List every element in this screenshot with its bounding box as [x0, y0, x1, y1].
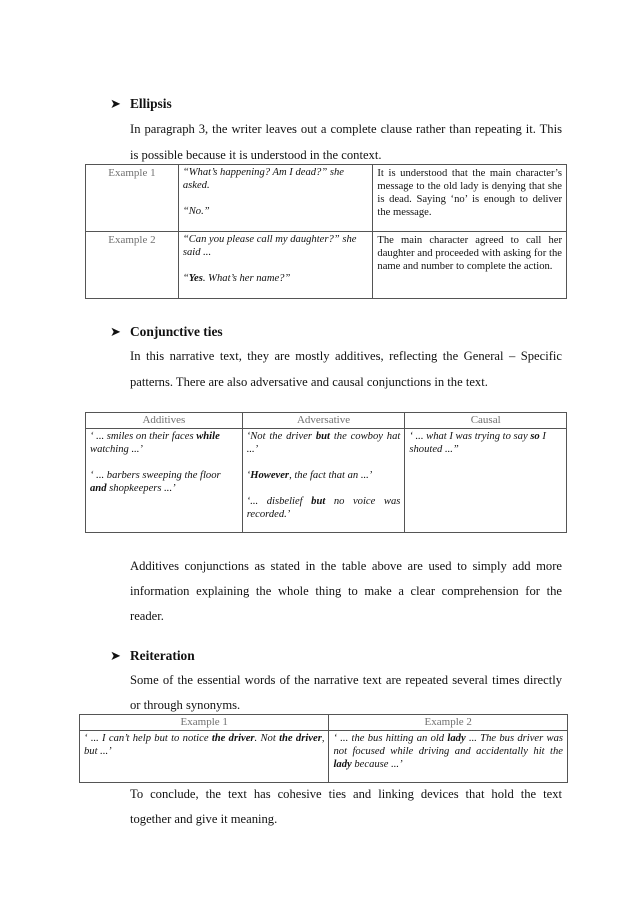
bold-keyword: the driver [279, 733, 322, 744]
bold-keyword: and [90, 483, 107, 494]
quote-text: ‘... disbelief [246, 496, 312, 507]
additives-paragraph-line1: Additives conjunctions as stated in the table above are used to simply add more [130, 559, 562, 573]
quote-text: , but ...’ [84, 733, 325, 757]
quote-text: I shouted ...” [409, 431, 546, 455]
bullet-arrow-icon: ➤ [110, 648, 121, 663]
reiteration-example-2 [329, 731, 568, 783]
additives-cell [86, 429, 243, 533]
bullet-arrow-icon: ➤ [110, 324, 121, 339]
additives-paragraph-line3: reader. [130, 609, 164, 623]
ellipsis-table [85, 164, 567, 299]
example-remark: It is understood that the main character’s message to the old lady is denying that she is dead. Saying ‘no’ is enough to deliver the message. [373, 165, 567, 232]
column-header: Example 2 [329, 715, 568, 731]
section-heading-conjunctive: Conjunctive ties [130, 324, 223, 339]
example-remark: The main character agreed to call her daughter and proceeded with asking for the name and number to complete the action. [373, 232, 567, 299]
adversative-cell [242, 429, 405, 533]
conclusion-paragraph-line2: together and give it meaning. [130, 812, 278, 826]
quote-text: ‘ ... I can’t help but to notice [84, 733, 212, 744]
bold-keyword: lady [447, 733, 466, 744]
quote-text: . Not [254, 733, 280, 744]
reiteration-table [79, 714, 568, 783]
quote-text: watching ...’ [90, 444, 143, 455]
quote-text: ‘Not the driver [246, 431, 316, 442]
column-header: Additives [86, 413, 243, 429]
reiteration-paragraph-line1: Some of the essential words of the narrative text are repeated several times directly [130, 673, 562, 687]
quote-text: ‘ ... what I was trying to say [409, 431, 531, 442]
bullet-arrow-icon: ➤ [110, 96, 121, 111]
table-row [86, 232, 567, 299]
table-row [86, 429, 567, 533]
bold-keyword: However [250, 470, 290, 481]
section-heading-ellipsis: Ellipsis [130, 96, 172, 111]
conjunctions-table [85, 412, 567, 533]
reiteration-example-1 [80, 731, 329, 783]
quote-text: . What’s her name?” [202, 273, 291, 284]
quote-text: the cowboy hat ...’ [246, 431, 401, 455]
table-row [80, 731, 568, 783]
reiteration-paragraph-line2: or through synonyms. [130, 698, 241, 712]
quote-text: ‘ ... the bus hitting an old [333, 733, 448, 744]
bold-keyword: Yes [188, 273, 203, 284]
quote-text: “Can you please call my daughter?” she said ... [182, 234, 357, 258]
quote-text: ... The bus driver was not focused while driving and accidentally hit the [333, 733, 564, 757]
quote-text: ‘ [246, 470, 251, 481]
additives-paragraph-line2: information explaining the whole thing to make a clear comprehension for the [130, 584, 562, 598]
column-header: Example 1 [80, 715, 329, 731]
quote-text: because ...’ [351, 759, 403, 770]
quote-text: “No.” [182, 206, 210, 217]
ellipsis-paragraph-line1: In paragraph 3, the writer leaves out a complete clause rather than repeating it. This [130, 122, 562, 136]
example-label: Example 2 [86, 232, 179, 299]
quote-text: ‘ ... barbers sweeping the floor [90, 470, 221, 481]
bold-keyword: the driver [211, 733, 255, 744]
conjunctive-paragraph-line2: patterns. There are also adversative and causal conjunctions in the text. [130, 375, 488, 389]
table-row [86, 165, 567, 232]
conjunctive-paragraph-line1: In this narrative text, they are mostly additives, reflecting the General – Specific [130, 349, 562, 363]
quote-text: “ [182, 273, 189, 284]
quote-text: “What’s happening? Am I dead?” she asked. [182, 167, 345, 191]
bold-keyword: but [315, 431, 330, 442]
quote-text: no voice was recorded.’ [246, 496, 401, 520]
column-header: Adversative [242, 413, 405, 429]
ellipsis-paragraph-line2: is possible because it is understood in the context. [130, 148, 382, 162]
table-header-row [80, 715, 568, 731]
column-header: Causal [405, 413, 567, 429]
bold-keyword: while [196, 431, 220, 442]
example-label: Example 1 [86, 165, 179, 232]
quote-text: shopkeepers ...’ [106, 483, 176, 494]
example-quote [178, 232, 373, 299]
bold-keyword: but [311, 496, 326, 507]
bold-keyword: so [530, 431, 540, 442]
causal-cell [405, 429, 567, 533]
section-heading-reiteration: Reiteration [130, 648, 195, 663]
example-quote [178, 165, 373, 232]
quote-text: ‘ ... smiles on their faces [90, 431, 197, 442]
table-header-row [86, 413, 567, 429]
conclusion-paragraph-line1: To conclude, the text has cohesive ties and linking devices that hold the text [130, 787, 562, 801]
bold-keyword: lady [333, 759, 352, 770]
quote-text: , the fact that an ...’ [289, 470, 373, 481]
